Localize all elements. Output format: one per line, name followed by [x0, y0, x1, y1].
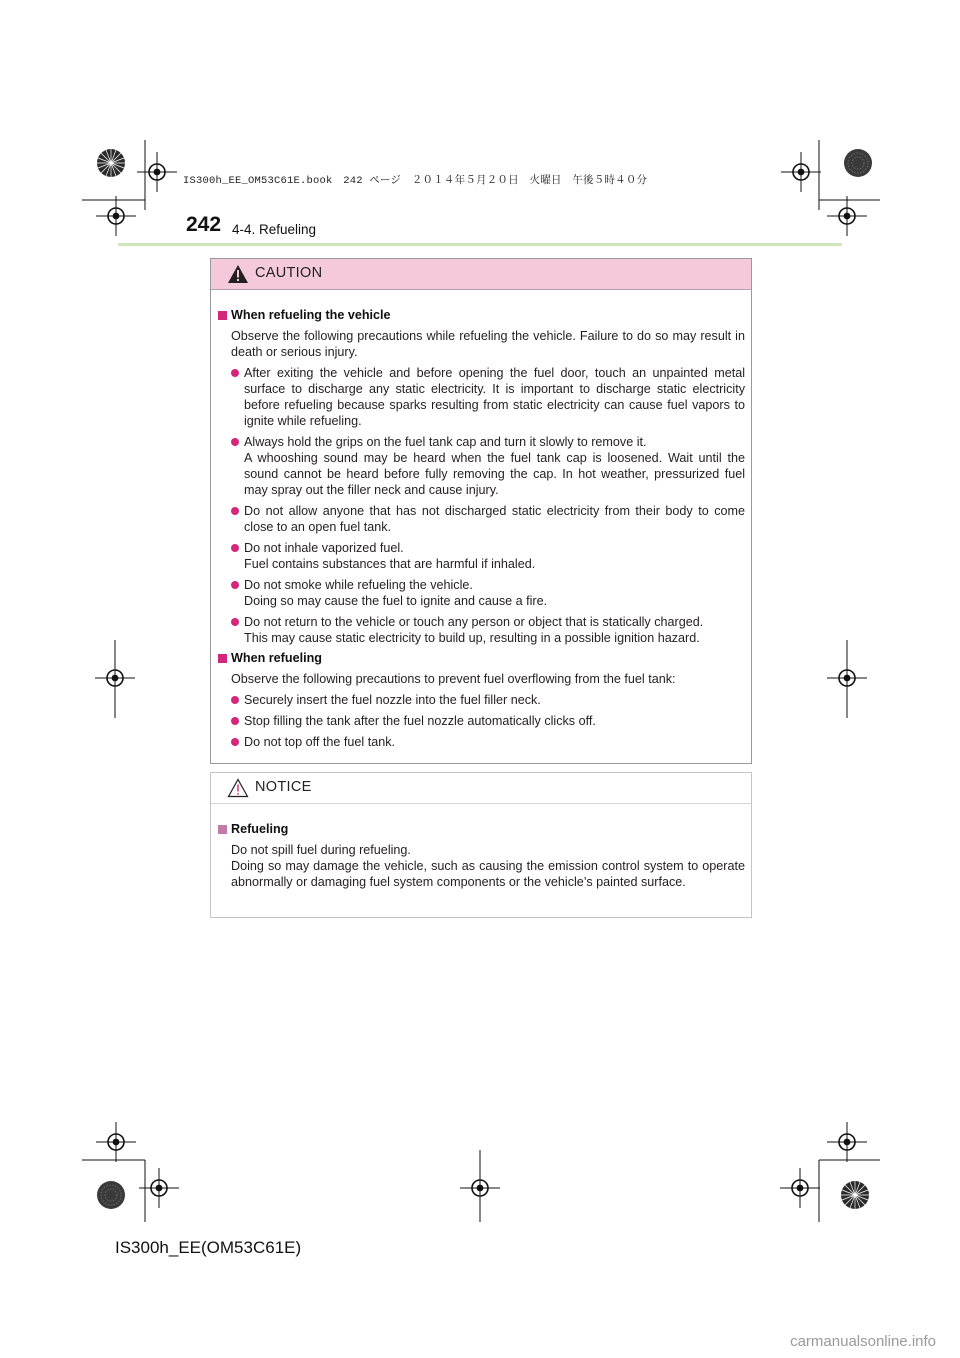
header-rule: [118, 243, 842, 246]
round-bullet-icon: [231, 507, 239, 515]
list-item: Do not inhale vaporized fuel. Fuel contains substances that are harmful if inhaled.: [231, 540, 745, 572]
list-item: Always hold the grips on the fuel tank cap and turn it slowly to remove it. A whooshing sound may be heard when the fuel tank cap is loosened. Wait until the sound cannot be heard before fully removing the cap. In hot weather, pressurized fuel may spray out the filler neck and cause injury.: [231, 434, 745, 498]
caution-body: [211, 290, 751, 750]
caution-section-heading: When refueling: [218, 650, 745, 666]
watermark-text: carmanualsonline.info: [790, 1333, 936, 1350]
square-bullet-icon: [218, 311, 227, 320]
list-item: Securely insert the fuel nozzle into the fuel filler neck.: [231, 692, 745, 708]
round-bullet-icon: [231, 581, 239, 589]
caution-header: [211, 259, 751, 290]
section-title: 4-4. Refueling: [232, 222, 317, 237]
list-item: Stop filling the tank after the fuel nozzle automatically clicks off.: [231, 713, 745, 729]
caution-intro: Observe the following precautions while refueling the vehicle. Failure to do so may result in death or serious injury.: [231, 329, 745, 359]
caution-label: CAUTION: [255, 265, 323, 281]
list-item: After exiting the vehicle and before opening the fuel door, touch an unpainted metal surface to discharge any static electricity. It is important to discharge static electricity before refueling because sparks resulting from static electricity can cause fuel vapors to ignite while refueling.: [231, 365, 745, 429]
list-item: Do not return to the vehicle or touch any person or object that is statically charged. This may cause static electricity to build up, resulting in a possible ignition hazard.: [231, 614, 745, 646]
notice-body: [211, 804, 751, 890]
notice-box: [210, 772, 752, 918]
round-bullet-icon: [231, 696, 239, 704]
round-bullet-icon: [231, 618, 239, 626]
notice-heading: Refueling: [218, 821, 745, 837]
square-bullet-icon: [218, 654, 227, 663]
round-bullet-icon: [231, 438, 239, 446]
caution-section-heading: When refueling the vehicle: [218, 307, 745, 323]
list-item: Do not top off the fuel tank.: [231, 734, 745, 750]
round-bullet-icon: [231, 738, 239, 746]
list-item: Do not smoke while refueling the vehicle. Doing so may cause the fuel to ignite and cause a fire.: [231, 577, 745, 609]
notice-text: Do not spill fuel during refueling. Doing so may damage the vehicle, such as causing the emission control system to operate abnormally or damaging fuel system components or the vehicle’s painted surface.: [231, 843, 745, 889]
warning-triangle-icon: [227, 264, 249, 289]
caution-intro: Observe the following precautions to prevent fuel overflowing from the fuel tank:: [231, 672, 676, 686]
notice-label: NOTICE: [255, 779, 312, 795]
list-item: Do not allow anyone that has not discharged static electricity from their body to come close to an open fuel tank.: [231, 503, 745, 535]
print-header: IS300h_EE_OM53C61E.book 242 ページ ２０１４年５月２０日 火曜日 午後５時４０分: [183, 175, 648, 187]
square-bullet-icon: [218, 825, 227, 834]
round-bullet-icon: [231, 369, 239, 377]
page-number: 242: [186, 213, 222, 236]
caution-box: [210, 258, 752, 764]
round-bullet-icon: [231, 717, 239, 725]
footer-model-code: IS300h_EE(OM53C61E): [115, 1238, 302, 1257]
round-bullet-icon: [231, 544, 239, 552]
notice-header: [211, 773, 751, 804]
warning-triangle-outline-icon: [227, 778, 249, 803]
